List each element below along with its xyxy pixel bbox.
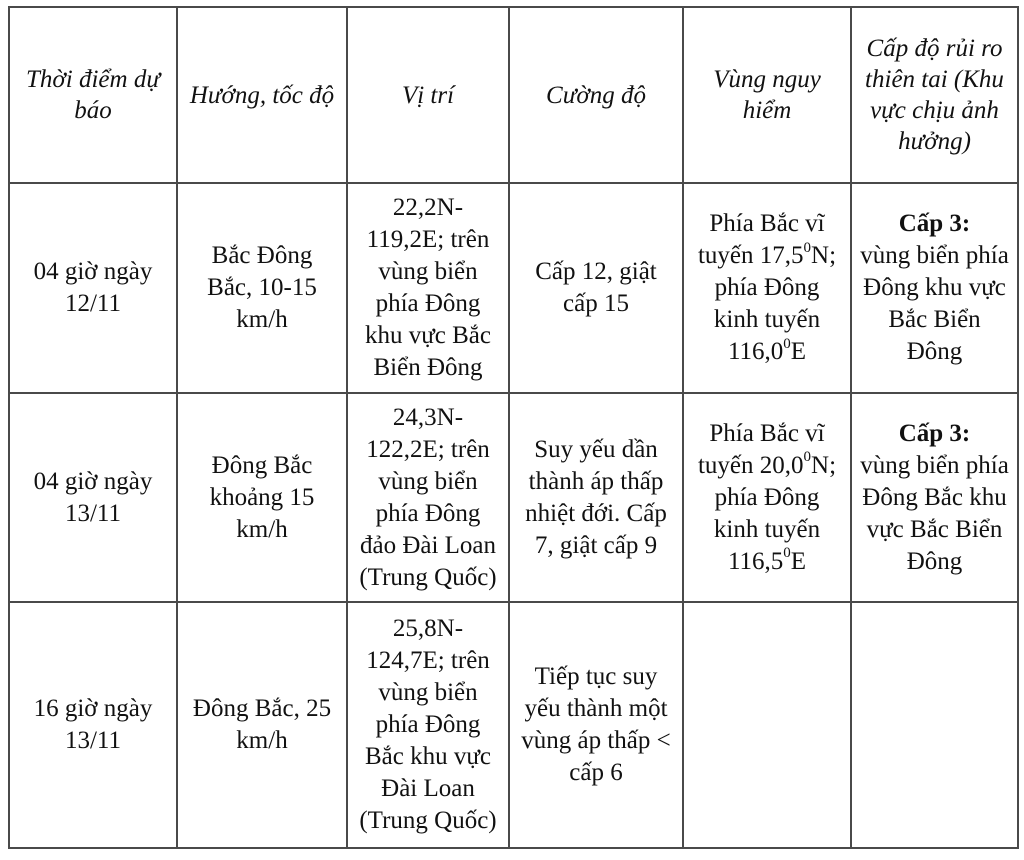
- header-intensity: Cường độ: [509, 7, 683, 183]
- cell-intensity: Cấp 12, giật cấp 15: [509, 183, 683, 393]
- forecast-table: [8, 6, 1019, 849]
- header-forecast-time: Thời điểm dự báo: [9, 7, 177, 183]
- risk-level-label: Cấp 3:: [898, 210, 971, 237]
- table-row: [9, 602, 1018, 848]
- cell-danger-zone: Phía Bắc vĩ tuyến 17,5$^0$N; phía Đông kinh tuyến 116,0$^0$E: [683, 183, 851, 393]
- table-header-row: [9, 7, 1018, 183]
- degree-superscript: 0: [803, 239, 812, 256]
- risk-level-label: Cấp 3:: [898, 419, 971, 447]
- cell-danger-zone: [683, 602, 851, 848]
- cell-position: 24,3N-122,2E; trên vùng biển phía Đông đảo Đài Loan (Trung Quốc): [347, 393, 509, 602]
- cell-intensity: Tiếp tục suy yếu thành một vùng áp thấp < cấp 6: [509, 602, 683, 848]
- table-row: [9, 183, 1018, 393]
- header-risk-level: Cấp độ rủi ro thiên tai (Khu vực chịu ảnh hưởng): [851, 7, 1018, 183]
- header-direction-speed: Hướng, tốc độ: [177, 7, 347, 183]
- cell-position: 22,2N-119,2E; trên vùng biển phía Đông khu vực Bắc Biển Đông: [347, 183, 509, 393]
- cell-direction: Đông Bắc khoảng 15 km/h: [177, 393, 347, 602]
- cell-time: 16 giờ ngày 13/11: [9, 602, 177, 848]
- cell-time: 04 giờ ngày 13/11: [9, 393, 177, 602]
- cell-risk-level: [851, 183, 1018, 393]
- cell-position: 25,8N-124,7E; trên vùng biển phía Đông Bắc khu vực Đài Loan (Trung Quốc): [347, 602, 509, 848]
- cell-risk-level: [851, 602, 1018, 848]
- cell-direction: Bắc Đông Bắc, 10-15 km/h: [177, 183, 347, 393]
- degree-superscript: 0: [783, 545, 791, 562]
- cell-intensity: Suy yếu dần thành áp thấp nhiệt đới. Cấp 7, giật cấp 9: [509, 393, 683, 602]
- header-danger-zone: Vùng nguy hiểm: [683, 7, 851, 183]
- cell-time: 04 giờ ngày 12/11: [9, 183, 177, 393]
- header-position: Vị trí: [347, 7, 509, 183]
- degree-superscript: 0: [803, 449, 812, 466]
- cell-risk-level: [851, 393, 1018, 602]
- risk-area-text: vùng biển phía Đông Bắc khu vực Bắc Biển Đông: [860, 451, 1009, 575]
- table-row: [9, 393, 1018, 602]
- cell-danger-zone: Phía Bắc vĩ tuyến 20,0$^0$N; phía Đông kinh tuyến 116,5$^0$E: [683, 393, 851, 602]
- degree-superscript: 0: [783, 335, 791, 352]
- risk-area-text: vùng biển phía Đông khu vực Bắc Biển Đông: [860, 242, 1009, 365]
- cell-direction: Đông Bắc, 25 km/h: [177, 602, 347, 848]
